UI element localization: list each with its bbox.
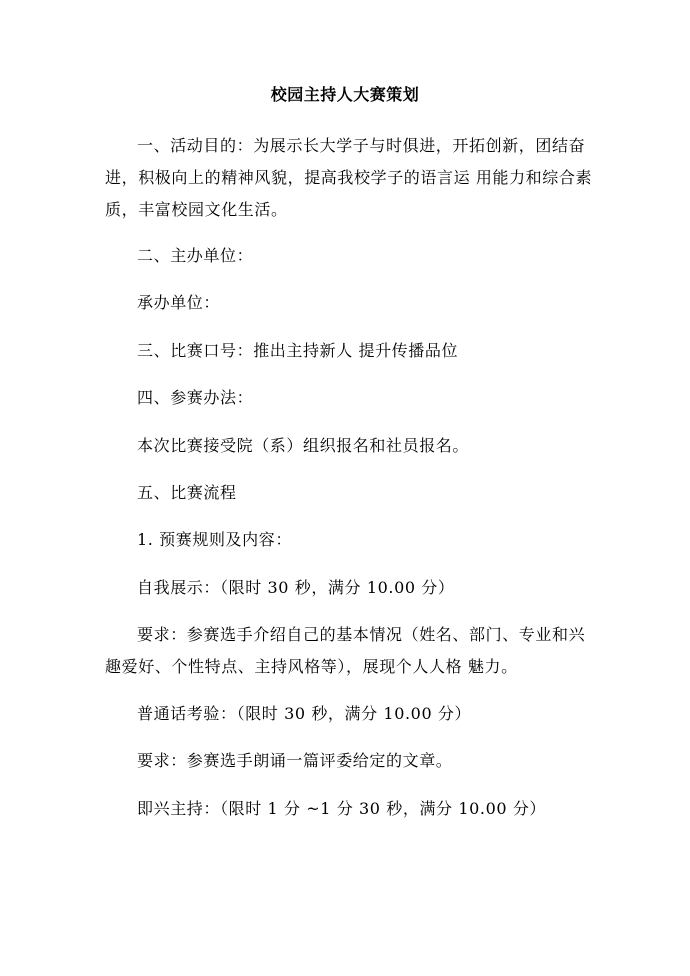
self-intro-text: 自我展示：（限时 30 秒，满分 10.00 分） bbox=[137, 578, 455, 597]
method-text-paragraph bbox=[105, 430, 590, 462]
impromptu-paragraph bbox=[105, 793, 590, 825]
impromptu-text: 即兴主持：（限时 1 分 ~1 分 30 秒，满分 10.00 分） bbox=[137, 799, 547, 818]
method-text: 本次比赛接受院（系）组织报名和社员报名。 bbox=[137, 436, 470, 455]
undertaker-text: 承办单位： bbox=[137, 293, 221, 312]
method-heading-paragraph bbox=[105, 382, 590, 414]
mandarin-paragraph bbox=[105, 698, 590, 730]
method-heading: 四、参赛办法： bbox=[137, 388, 254, 407]
prelim-heading-paragraph bbox=[105, 524, 590, 556]
prelim-heading: 1. 预赛规则及内容： bbox=[137, 530, 292, 549]
self-intro-req-line-2: 趣爱好、个性特点、主持风格等），展现个人人格 魅力。 bbox=[105, 657, 518, 676]
purpose-line-3: 质，丰富校园文化生活。 bbox=[105, 200, 288, 219]
mandarin-requirement-paragraph bbox=[105, 745, 590, 777]
flow-heading-paragraph bbox=[105, 477, 590, 509]
slogan-paragraph bbox=[105, 335, 590, 367]
purpose-line-1: 一、活动目的：为展示长大学子与时俱进，开拓创新，团结奋 bbox=[137, 136, 586, 155]
undertaker-paragraph bbox=[105, 287, 590, 319]
mandarin-text: 普通话考验：（限时 30 秒，满分 10.00 分） bbox=[137, 704, 472, 723]
self-intro-req-line-1: 要求：参赛选手介绍自己的基本情况（姓名、部门、专业和兴 bbox=[137, 625, 586, 644]
flow-heading: 五、比赛流程 bbox=[137, 483, 237, 502]
purpose-line-2: 进，积极向上的精神风貌，提高我校学子的语言运 用能力和综合素 bbox=[105, 168, 593, 187]
mandarin-req-text: 要求：参赛选手朗诵一篇评委给定的文章。 bbox=[137, 751, 453, 770]
self-intro-paragraph bbox=[105, 572, 590, 604]
organizer-paragraph bbox=[105, 240, 590, 272]
document-title: 校园主持人大赛策划 bbox=[270, 85, 420, 104]
organizer-text: 二、主办单位： bbox=[137, 246, 254, 265]
self-intro-requirement-paragraph bbox=[105, 619, 590, 683]
purpose-paragraph bbox=[105, 130, 593, 226]
slogan-text: 三、比赛口号：推出主持新人 提升传播品位 bbox=[137, 341, 459, 360]
